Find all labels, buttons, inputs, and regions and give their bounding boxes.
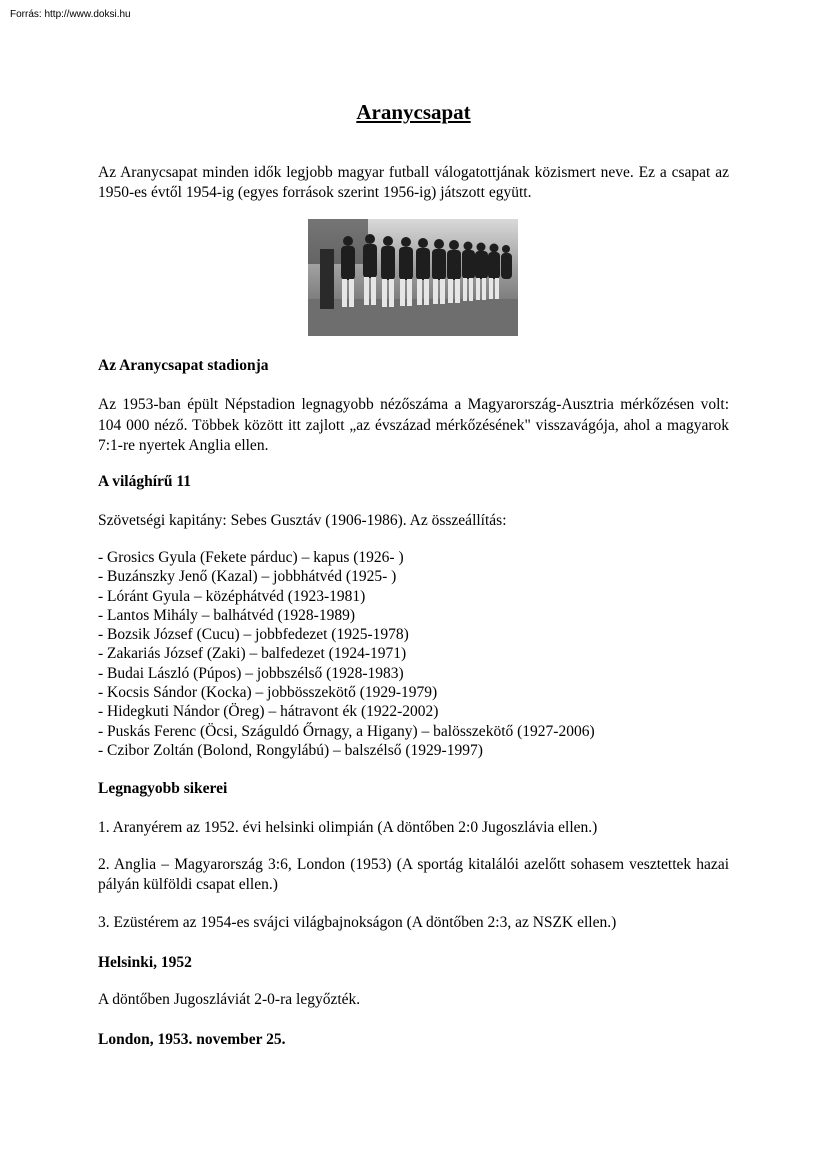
page-title: Aranycsapat bbox=[356, 100, 471, 124]
lineup-item: - Buzánszky Jenő (Kazal) – jobbhátvéd (1925- ) bbox=[98, 568, 397, 586]
eleven-heading: A világhírű 11 bbox=[98, 473, 192, 490]
lineup-item: - Hidegkuti Nándor (Öreg) – hátravont ék (1922-2002) bbox=[98, 703, 439, 721]
lineup-item: - Zakariás József (Zaki) – balfedezet (1924-1971) bbox=[98, 645, 407, 663]
coach-line: Szövetségi kapitány: Sebes Gusztáv (1906-1986). Az összeállítás: bbox=[98, 512, 507, 529]
lineup-item: - Kocsis Sándor (Kocka) – jobbösszekötő (1929-1979) bbox=[98, 684, 438, 702]
lineup-list bbox=[98, 548, 729, 760]
london-section bbox=[98, 1030, 729, 1050]
team-photo bbox=[308, 219, 518, 336]
source-line: Forrás: http://www.doksi.hu bbox=[10, 9, 131, 20]
successes-heading: Legnagyobb sikerei bbox=[98, 780, 228, 797]
intro-paragraph: Az Aranycsapat minden idők legjobb magyar futball válogatottjának közismert neve. Ez a csapat az 1950-es évtől 1954-ig (egyes források szerint 1956-ig) játszott együtt. bbox=[98, 164, 729, 201]
successes-section bbox=[98, 779, 729, 799]
helsinki-paragraph: A döntőben Jugoszláviát 2-0-ra legyőzték. bbox=[98, 991, 361, 1008]
team-photo-image bbox=[308, 219, 518, 336]
helsinki-heading: Helsinki, 1952 bbox=[98, 954, 192, 971]
lineup-item: - Lóránt Gyula – középhátvéd (1923-1981) bbox=[98, 587, 366, 605]
stadium-paragraph: Az 1953-ban épült Népstadion legnagyobb nézőszáma a Magyarország-Ausztria mérkőzésen volt: 104 000 néző. Többek között itt zajlott „az évszázad mérkőzésének" visszavágója, ahol a magyarok 7:1-re nyertek Anglia ellen. bbox=[98, 396, 729, 454]
stadium-heading: Az Aranycsapat stadionja bbox=[98, 357, 269, 374]
london-heading: London, 1953. november 25. bbox=[98, 1031, 286, 1048]
success-item: 2. Anglia – Magyarország 3:6, London (1953) (A sportág kitalálói azelőtt sohasem vesztettek hazai pályán külföldi csapat ellen.) bbox=[98, 856, 729, 893]
eleven-section bbox=[98, 472, 729, 492]
success-item: 1. Aranyérem az 1952. évi helsinki olimpián (A döntőben 2:0 Jugoszlávia ellen.) bbox=[98, 819, 598, 836]
success-item: 3. Ezüstérem az 1954-es svájci világbajnokságon (A döntőben 2:3, az NSZK ellen.) bbox=[98, 914, 617, 931]
lineup-item: - Puskás Ferenc (Öcsi, Száguldó Őrnagy, a Higany) – balösszekötő (1927-2006) bbox=[98, 722, 595, 740]
lineup-item: - Budai László (Púpos) – jobbszélső (1928-1983) bbox=[98, 664, 404, 682]
helsinki-section bbox=[98, 953, 729, 973]
stadium-section bbox=[98, 356, 729, 376]
lineup-item: - Grosics Gyula (Fekete párduc) – kapus (1926- ) bbox=[98, 549, 404, 566]
lineup-item: - Lantos Mihály – balhátvéd (1928-1989) bbox=[98, 606, 355, 624]
lineup-item: - Czibor Zoltán (Bolond, Rongylábú) – balszélső (1929-1997) bbox=[98, 741, 483, 759]
lineup-item: - Bozsik József (Cucu) – jobbfedezet (1925-1978) bbox=[98, 626, 409, 644]
